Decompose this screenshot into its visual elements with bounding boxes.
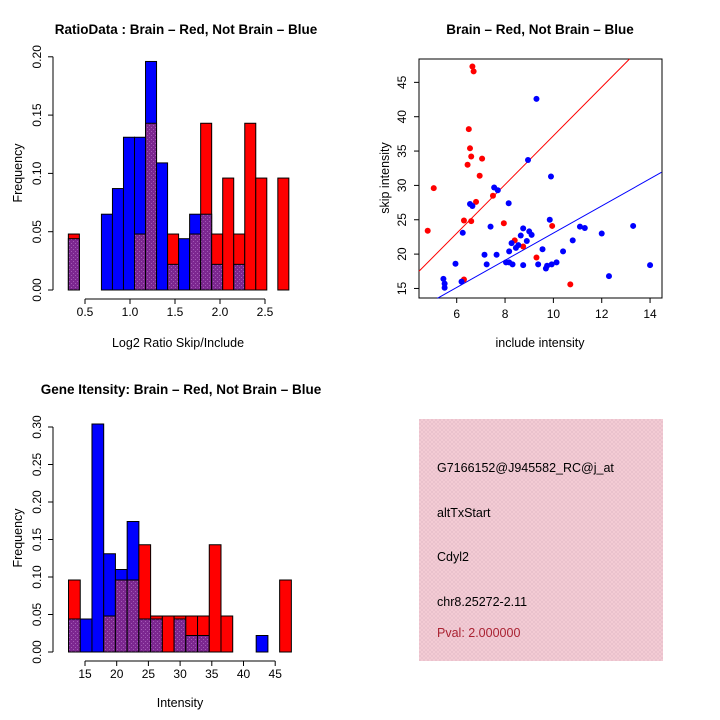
hist-bar-overlap <box>68 239 79 290</box>
hist-bar-overlap <box>146 123 157 290</box>
scatter-point-red <box>501 220 507 226</box>
x-tick-label: 14 <box>643 307 657 321</box>
hist-bar-overlap <box>212 264 223 290</box>
probe-id: G7166152@J945582_RC@j_at <box>437 461 614 475</box>
scatter-point-blue <box>506 200 512 206</box>
hist-bar <box>101 214 112 290</box>
x-tick-label: 30 <box>173 667 187 681</box>
scatter-point-blue <box>494 252 500 258</box>
chart-title: RatioData : Brain – Red, Not Brain – Blue <box>54 22 318 37</box>
pval-text: Pval: 2.000000 <box>437 626 521 640</box>
y-tick-label: 0.15 <box>30 103 44 127</box>
y-tick-label: 0.20 <box>30 490 44 514</box>
y-tick-label: 20 <box>395 247 409 261</box>
scatter-point-red <box>549 223 555 229</box>
scatter-point-blue <box>495 187 501 193</box>
hist-bar <box>179 239 190 290</box>
x-tick-label: 2.0 <box>211 305 229 319</box>
scatter-point-blue <box>533 96 539 102</box>
y-tick-label: 0.25 <box>30 452 44 477</box>
hist-bar <box>245 123 256 290</box>
scatter-point-blue <box>529 232 535 238</box>
chart-title: Gene Itensity: Brain – Red, Not Brain – Blue <box>40 382 322 397</box>
hist-bar <box>92 424 104 652</box>
hist-bar <box>223 178 234 290</box>
x-axis-label: Log2 Ratio Skip/Include <box>111 336 245 350</box>
scatter-point-blue <box>506 248 512 254</box>
hist-bar-overlap <box>104 616 116 652</box>
scatter-point-blue <box>548 173 554 179</box>
scatter-point-blue <box>535 261 541 267</box>
y-tick-label: 0.00 <box>30 640 44 664</box>
gene-locus: chr8.25272-2.11 <box>437 595 528 609</box>
hist-bar-overlap <box>127 580 139 652</box>
scatter-point-blue <box>524 238 530 244</box>
scatter-point-blue <box>460 230 466 236</box>
scatter-point-red <box>468 218 474 224</box>
hist-bar-overlap <box>198 636 210 653</box>
y-tick-label: 0.00 <box>30 278 44 302</box>
scatter-point-blue <box>570 237 576 243</box>
scatter-point-blue <box>647 262 653 268</box>
scatter-point-red <box>471 68 477 74</box>
y-tick-label: 30 <box>395 178 409 193</box>
x-tick-label: 20 <box>110 667 124 681</box>
scatter-point-red <box>461 217 467 223</box>
hist-bar-overlap <box>186 636 198 653</box>
hist-bar-overlap <box>135 234 146 290</box>
scatter-point-red <box>467 145 473 151</box>
scatter-point-red <box>567 281 573 287</box>
scatter-point-red <box>490 193 496 199</box>
scatter-panel <box>360 0 720 360</box>
scatter-point-red <box>477 173 483 179</box>
y-axis-label: skip intensity <box>378 142 392 214</box>
x-tick-label: 40 <box>236 667 251 681</box>
hist-bar-overlap <box>201 214 212 290</box>
scatter-point-red <box>466 126 472 132</box>
scatter-point-red <box>533 255 539 261</box>
scatter-point-red <box>468 154 474 160</box>
intensity-histogram-panel <box>0 360 360 720</box>
scatter-point-blue <box>599 230 605 236</box>
x-tick-label: 8 <box>501 307 509 321</box>
scatter-point-blue <box>520 262 526 268</box>
hist-bar <box>157 163 168 290</box>
scatter-point-blue <box>488 224 494 230</box>
y-axis-label: Frequency <box>11 508 25 568</box>
scatter-point-blue <box>484 261 490 267</box>
hist-bar-overlap <box>174 619 186 652</box>
scatter-point-blue <box>482 252 488 258</box>
scatter-point-blue <box>606 273 612 279</box>
scatter-point-red <box>465 162 471 168</box>
y-tick-label: 0.05 <box>30 602 44 627</box>
scatter-point-red <box>479 156 485 162</box>
scatter-point-blue <box>520 225 526 231</box>
scatter-point-blue <box>510 261 516 267</box>
x-tick-label: 1.0 <box>121 305 139 319</box>
scatter-point-blue <box>513 245 519 251</box>
hist-bar <box>123 137 134 290</box>
hist-bar <box>162 616 174 652</box>
scatter-point-blue <box>547 217 553 223</box>
y-tick-label: 0.10 <box>30 161 44 186</box>
y-tick-label: 25 <box>395 213 409 227</box>
scatter-point-blue <box>459 279 465 285</box>
y-tick-label: 45 <box>395 75 409 90</box>
y-tick-label: 0.15 <box>30 527 44 552</box>
x-tick-label: 12 <box>595 307 609 321</box>
hist-bar <box>278 178 289 290</box>
chart-title: Brain – Red, Not Brain – Blue <box>446 22 634 37</box>
hist-bar <box>209 545 221 652</box>
hist-bar <box>280 580 292 652</box>
x-tick-label: 15 <box>78 667 92 681</box>
y-axis-label: Frequency <box>11 143 25 203</box>
scatter-point-blue <box>452 261 458 267</box>
y-tick-label: 0.30 <box>30 415 44 439</box>
ratio-histogram-panel <box>0 0 360 360</box>
y-tick-label: 35 <box>395 144 409 158</box>
scatter-point-red <box>425 228 431 234</box>
x-tick-label: 10 <box>546 307 561 321</box>
y-tick-label: 40 <box>395 110 409 124</box>
y-tick-label: 0.10 <box>30 565 44 589</box>
scatter-point-blue <box>554 259 560 265</box>
hist-bar-overlap <box>234 264 245 290</box>
gene-info-panel <box>360 360 720 720</box>
scatter-point-blue <box>442 285 448 291</box>
hist-bar-overlap <box>139 619 151 652</box>
gene-info-box <box>419 419 663 661</box>
hist-bar <box>112 189 123 290</box>
x-tick-label: 25 <box>141 667 156 681</box>
scatter-point-blue <box>560 248 566 254</box>
x-tick-label: 2.5 <box>256 305 274 319</box>
x-tick-label: 1.5 <box>166 305 184 319</box>
hist-bar-overlap <box>190 234 201 290</box>
scatter-point-blue <box>582 225 588 231</box>
hist-bar <box>256 636 268 653</box>
hist-bar-overlap <box>151 619 163 652</box>
hist-bar-overlap <box>69 619 81 652</box>
scatter-point-blue <box>518 233 524 239</box>
scatter-point-red <box>431 185 437 191</box>
y-tick-label: 15 <box>395 281 409 296</box>
x-tick-label: 45 <box>268 667 282 681</box>
scatter-point-blue <box>525 157 531 163</box>
x-tick-label: 0.5 <box>76 305 94 319</box>
hist-bar-overlap <box>115 580 127 652</box>
scatter-point-blue <box>540 246 546 252</box>
regression-line-blue <box>437 172 661 298</box>
hist-bar <box>80 619 92 652</box>
regression-line-red <box>419 59 630 271</box>
x-tick-label: 35 <box>205 667 219 681</box>
event-type: altTxStart <box>437 506 491 520</box>
y-tick-label: 0.05 <box>30 220 44 244</box>
x-axis-label: Intensity <box>156 696 204 710</box>
x-axis-label: include intensity <box>495 336 585 350</box>
scatter-point-blue <box>509 240 515 246</box>
scatter-point-blue <box>543 266 549 272</box>
scatter-point-blue <box>630 223 636 229</box>
gene-name: Cdyl2 <box>437 550 469 564</box>
hist-bar <box>221 616 233 652</box>
y-tick-label: 0.20 <box>30 45 44 69</box>
hist-bar <box>256 178 267 290</box>
x-tick-label: 6 <box>453 307 461 321</box>
hist-bar-overlap <box>168 264 179 290</box>
scatter-point-blue <box>469 203 475 209</box>
